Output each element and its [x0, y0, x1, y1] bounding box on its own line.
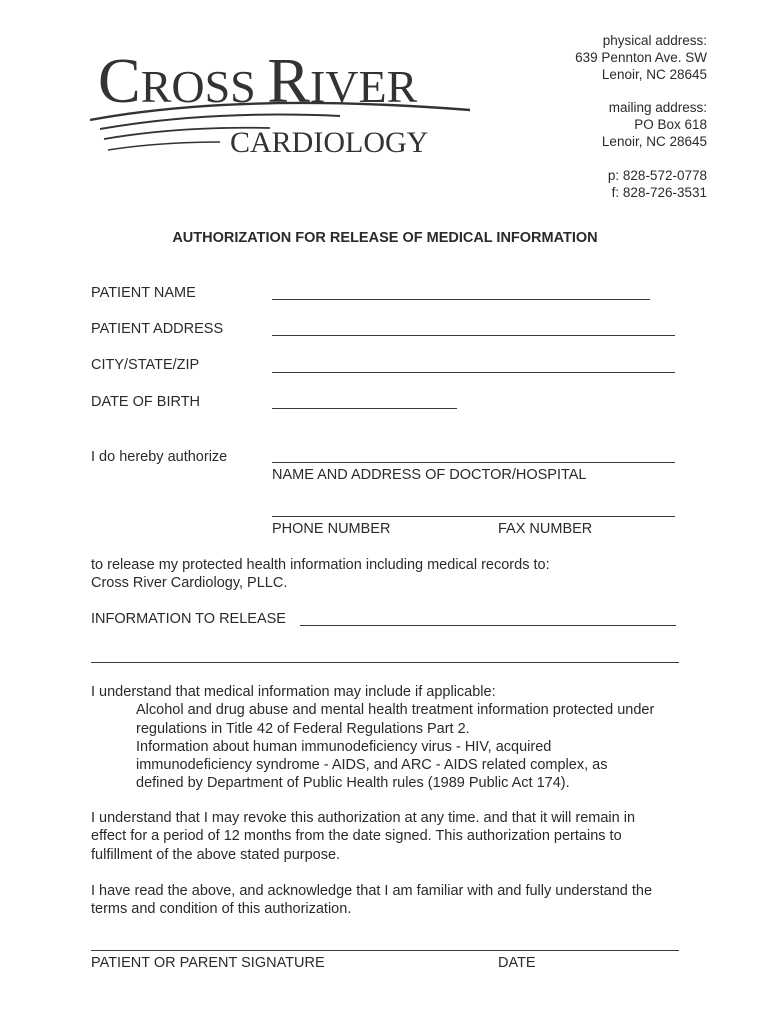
mailing-address-city: Lenoir, NC 28645 [601, 133, 707, 149]
phone-number-caption: PHONE NUMBER [272, 521, 391, 537]
doctor-hospital-caption: NAME AND ADDRESS OF DOCTOR/HOSPITAL [272, 467, 587, 483]
acknowledge-section [91, 882, 691, 919]
revoke-line1: I understand that I may revoke this authorization at any time. and that it will remain in [91, 810, 636, 826]
patient-name-label: PATIENT NAME [91, 285, 196, 301]
item2-line1: Information about human immunodeficiency virus - HIV, acquired [136, 738, 552, 755]
release-line-2: Cross River Cardiology, PLLC. [91, 575, 288, 592]
signature-field[interactable] [91, 950, 679, 951]
mailing-address-street: PO Box 618 [634, 117, 707, 133]
phone-number: p: 828-572-0778 [607, 167, 707, 183]
physical-address [507, 33, 707, 83]
ack-line1: I have read the above, and acknowledge that I am familiar with and fully understand the [91, 883, 653, 899]
city-state-zip-label: CITY/STATE/ZIP [91, 357, 200, 373]
item1-line1: Alcohol and drug abuse and mental health treatment information protected under [136, 702, 655, 719]
date-of-birth-field[interactable] [272, 408, 457, 409]
signature-caption: PATIENT OR PARENT SIGNATURE [91, 955, 325, 971]
city-state-zip-field[interactable] [272, 372, 675, 373]
release-statement [91, 556, 550, 593]
mailing-address [507, 100, 707, 150]
item2-line3: defined by Department of Public Health rules (1989 Public Act 174). [136, 775, 570, 792]
release-line-1: to release my protected health information including medical records to: [91, 557, 550, 573]
date-caption: DATE [498, 955, 536, 971]
patient-address-field[interactable] [272, 335, 675, 336]
logo-wave-4 [108, 142, 220, 150]
cross-river-cardiology-logo [90, 42, 475, 162]
information-to-release-field[interactable] [300, 625, 676, 626]
information-to-release-field-2[interactable] [91, 662, 679, 663]
revoke-line2: effect for a period of 12 months from the date signed. This authorization pertains to [91, 828, 622, 845]
physical-address-street: 639 Pennton Ave. SW [575, 49, 707, 65]
logo-name-line1: CROSS RIVER [98, 45, 418, 116]
mailing-address-label: mailing address: [608, 100, 707, 116]
item1-line2: regulations in Title 42 of Federal Regulations Part 2. [136, 720, 470, 737]
phone-fax [507, 168, 707, 202]
phone-fax-field[interactable] [272, 516, 675, 517]
authorize-label: I do hereby authorize [91, 449, 228, 465]
physical-address-label: physical address: [602, 33, 707, 48]
date-of-birth-label: DATE OF BIRTH [91, 394, 201, 410]
patient-name-field[interactable] [272, 299, 650, 300]
fax-number-caption: FAX NUMBER [498, 521, 593, 537]
logo-graphic [90, 42, 475, 162]
logo-name-line2: CARDIOLOGY [230, 126, 429, 159]
ack-line2: terms and condition of this authorization. [91, 901, 352, 918]
contact-block [507, 33, 707, 201]
physical-address-city: Lenoir, NC 28645 [601, 66, 707, 82]
understand-intro: I understand that medical information may include if applicable: [91, 684, 496, 700]
revoke-section [91, 809, 691, 864]
item2-line2: immunodeficiency syndrome - AIDS, and ARC - AIDS related complex, as [136, 757, 608, 774]
patient-address-label: PATIENT ADDRESS [91, 321, 224, 337]
revoke-line3: fulfillment of the above stated purpose. [91, 846, 341, 863]
doctor-hospital-field[interactable] [272, 462, 675, 463]
fax-number: f: 828-726-3531 [611, 184, 707, 200]
form-title: AUTHORIZATION FOR RELEASE OF MEDICAL INFORMATION [172, 230, 598, 246]
information-to-release-label: INFORMATION TO RELEASE [91, 611, 286, 627]
understand-section [91, 683, 691, 793]
